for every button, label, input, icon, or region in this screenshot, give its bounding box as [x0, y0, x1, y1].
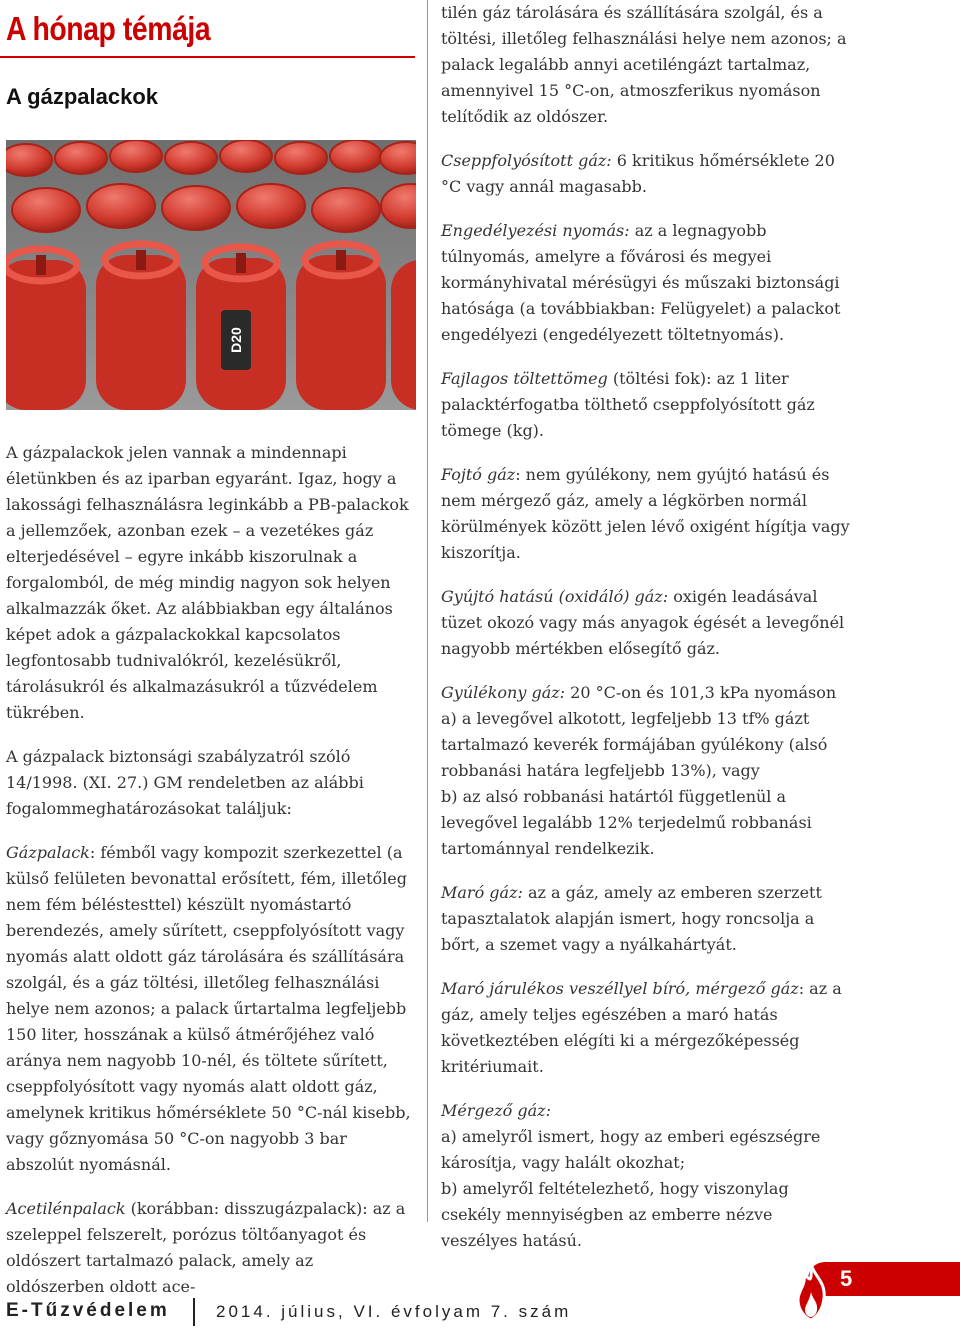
article-title: A gázpalackok — [6, 84, 159, 109]
cylinder-label: D20 — [228, 327, 244, 353]
right-column — [441, 0, 851, 1272]
term-gazpalack: Gázpalack — [6, 843, 90, 862]
gas-cylinders-photo — [6, 140, 416, 410]
left-column — [6, 440, 416, 1318]
term-acetilenpalack: Acetilénpalack — [6, 1199, 126, 1218]
continued-paragraph: tilén gáz tárolására és szállítására szolgál, és a töltési, illetőleg felhasználási helye nem azonos; a palack legalább annyi acetiléngázt tartalmaz, amennyivel 15 °C-on, atmoszferikus nyomáson telítődik az oldószer. — [441, 3, 847, 126]
column-divider — [427, 0, 428, 1222]
definition-engedelyezesi: Engedélyezési nyomás: az a legnagyobb túlnyomás, amelyre a fővárosi és megyei kormányhivatal mérésügyi és műszaki biztonsági hatósága (a továbbiakban: Felügyelet) a palackot engedélyezi (engedélyezett töltetnyomás). — [441, 221, 841, 344]
photo-illustration — [6, 140, 416, 410]
section-title: A hónap témája — [6, 10, 211, 47]
definition-fojto: Fojtó gáz: nem gyúlékony, nem gyújtó hatású és nem mérgező gáz, amely a légkörben normál körülmények között jelen lévő oxigént hígítja vagy kiszorítja. — [441, 465, 850, 562]
footer-issue: 2014. július, VI. évfolyam 7. szám — [216, 1302, 572, 1321]
definition-acetilenpalack: Acetilénpalack (korábban: disszugázpalack): az a szeleppel felszerelt, porózus töltőanyagot és oldószert tartalmazó palack, amely az oldószerben oldott ace- — [6, 1199, 406, 1296]
intro-paragraph: A gázpalackok jelen vannak a mindennapi életünkben és az iparban egyaránt. Igaz, hogy a lakossági felhasználásra leginkább a PB-palackok a jellemzőek, azonban ezek – a vezetékes gáz elterjedésével – egyre inkább kiszorulnak a forgalomból, de még mindig nagyon sok helyen alkalmazzák őket. Az alábbiakban egy általános képet adok a gázpalackokkal kapcsolatos legfontosabb tudnivalókról, kezelésükről, tárolásukról és alkalmazásukról a tűzvédelem tükrében. — [6, 443, 409, 722]
definition-mergezo: Mérgező gáz: a) amelyről ismert, hogy az emberi egészségre károsítja, vagy halált okozhat; b) amelyről feltételezhető, hogy viszonylag csekély mennyiségben az emberre nézve veszélyes hatású. — [441, 1101, 821, 1250]
definition-gyujto: Gyújtó hatású (oxidáló) gáz: oxigén leadásával tüzet okozó vagy más anyagok égését a levegőnél nagyobb mértékben elősegítő gáz. — [441, 587, 845, 658]
definition-fajlagos: Fajlagos töltettömeg (töltési fok): az 1 liter palacktérfogatba tölthető cseppfolyósított gáz tömege (kg). — [441, 369, 815, 440]
footer-brand: E-Tűzvédelem — [6, 1300, 170, 1321]
footer-separator — [193, 1298, 195, 1326]
definition-maro: Maró gáz: az a gáz, amely az emberen szerzett tapasztalatok alapján ismert, hogy roncsolja a bőrt, a szemet vagy a nyálkahártyát. — [441, 883, 822, 954]
definition-gyulekony: Gyúlékony gáz: 20 °C-on és 101,3 kPa nyomáson a) a levegővel alkotott, legfeljebb 13 tf% gázt tartalmazó keverék formájában gyúlékony (alsó robbanási határa legfeljebb 13%), vagy b) az alsó robbanási határtól függetlenül a levegővel legalább 12% terjedelmű robbanási tartománnyal rendelkezik. — [441, 683, 837, 858]
page-number: 5 — [840, 1266, 853, 1291]
title-box — [0, 0, 415, 58]
definition-gazpalack: Gázpalack: fémből vagy kompozit szerkezettel (a külső felületen bevonattal erősített, fém, illetőleg nem fém béléstesttel) készült nyomástartó berendezés, amely sűrített, cseppfolyósított vagy nyomás alatt oldott gáz tárolására és szállítására szolgál, és a gáz töltési, illetőleg felhasználási helye nem azonos; a palack űrtartalma legfeljebb 150 liter, hosszának a külső átmérőjéhez való aránya nem nagyobb 10-nél, és töltete sűrített, cseppfolyósított vagy nyomás alatt oldott gáz, amelynek kritikus hőmérséklete 50 °C-nál kisebb, vagy gőznyomása 50 °C-on nagyobb 3 bar abszolút nyomásnál. — [6, 843, 411, 1174]
definition-maro-mergezo: Maró járulékos veszéllyel bíró, mérgező gáz: az a gáz, amely teljes egészében a maró hatás következtében elégíti ki a mérgezőképesség kritériumait. — [441, 979, 842, 1076]
definition-cseppfolyositott: Cseppfolyósított gáz: 6 kritikus hőmérséklete 20 °C vagy annál magasabb. — [441, 151, 835, 196]
regulation-paragraph: A gázpalack biztonsági szabályzatról szóló 14/1998. (XI. 27.) GM rendeletben az alábbi fogalommeghatározásokat találjuk: — [6, 747, 364, 818]
flame-icon — [790, 1262, 832, 1322]
